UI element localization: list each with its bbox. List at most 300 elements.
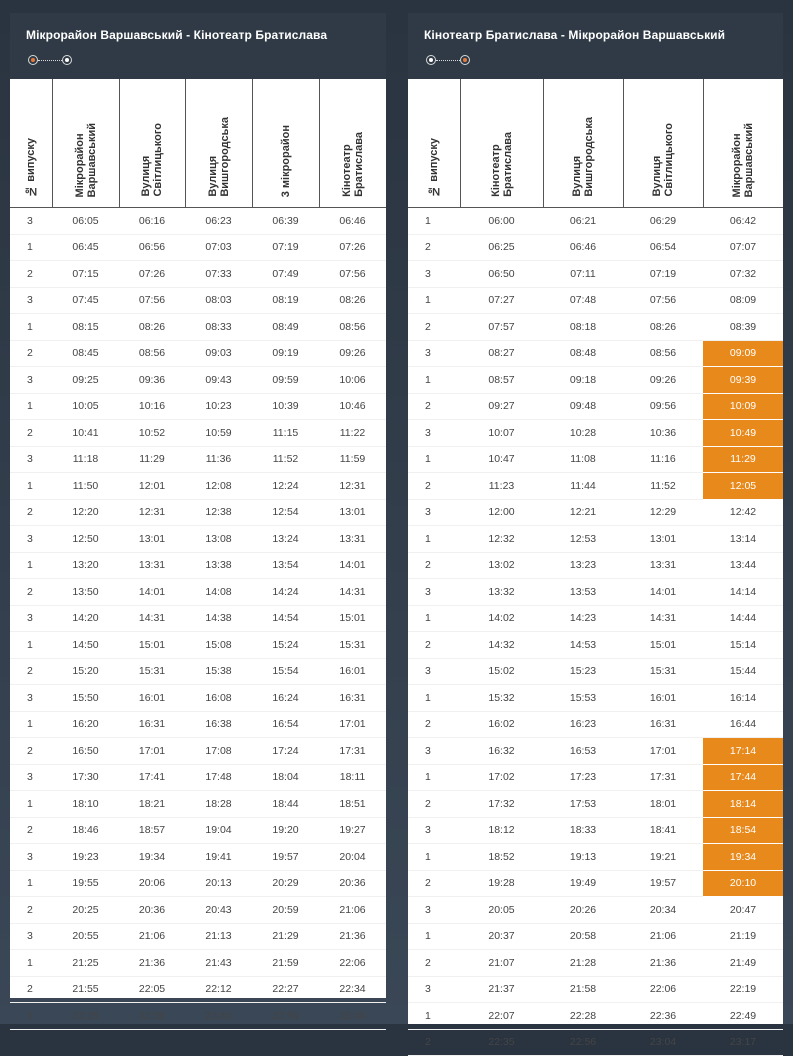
departure-time: 07:32 (703, 261, 783, 288)
departure-time: 17:31 (319, 738, 386, 765)
run-number: 1 (10, 711, 52, 738)
departure-time: 09:48 (543, 393, 623, 420)
departure-time: 11:08 (543, 446, 623, 473)
departure-time: 17:48 (185, 764, 252, 791)
departure-time: 11:15 (252, 420, 319, 447)
departure-time: 07:33 (185, 261, 252, 288)
departure-time: 14:24 (252, 579, 319, 606)
departure-time: 10:41 (52, 420, 119, 447)
departure-time: 06:21 (543, 208, 623, 235)
run-number: 2 (408, 870, 460, 897)
column-header (10, 79, 52, 208)
column-header (185, 79, 252, 208)
departure-time: 16:50 (52, 738, 119, 765)
departure-time: 18:04 (252, 764, 319, 791)
departure-time: 22:27 (252, 976, 319, 1003)
departure-time: 08:09 (703, 287, 783, 314)
departure-time: 16:01 (623, 685, 703, 712)
table-row (10, 473, 386, 500)
departure-time: 08:56 (119, 340, 185, 367)
run-number: 3 (10, 923, 52, 950)
table-row (408, 1029, 783, 1056)
departure-time: 10:52 (119, 420, 185, 447)
departure-time: 22:12 (185, 976, 252, 1003)
run-number: 1 (408, 1003, 460, 1030)
table-row (10, 923, 386, 950)
departure-time: 17:44 (703, 764, 783, 791)
run-number: 1 (10, 234, 52, 261)
departure-time: 17:41 (119, 764, 185, 791)
departure-time: 14:31 (319, 579, 386, 606)
table-row (408, 261, 783, 288)
run-number: 2 (10, 897, 52, 924)
departure-time: 21:58 (543, 976, 623, 1003)
departure-time: 19:28 (460, 870, 543, 897)
direction-dot-icon[interactable] (426, 55, 436, 65)
run-number: 2 (10, 340, 52, 367)
departure-time: 18:11 (319, 764, 386, 791)
route-title: Кінотеатр Братислава - Мікрорайон Варшавський (424, 28, 726, 42)
direction-toggle[interactable] (426, 55, 476, 65)
departure-time: 14:31 (623, 605, 703, 632)
run-number: 1 (408, 923, 460, 950)
departure-time: 07:19 (623, 261, 703, 288)
run-number: 3 (10, 1003, 52, 1030)
table-row (408, 764, 783, 791)
departure-time: 22:28 (543, 1003, 623, 1030)
departure-time: 18:10 (52, 791, 119, 818)
departure-time: 21:55 (52, 976, 119, 1003)
table-row (408, 605, 783, 632)
departure-time: 16:01 (119, 685, 185, 712)
departure-time: 15:44 (703, 658, 783, 685)
column-header-label: Мікрорайон Варшавський (73, 122, 98, 197)
panel-header (10, 13, 386, 79)
departure-time: 15:23 (543, 658, 623, 685)
departure-time: 14:44 (703, 605, 783, 632)
departure-time: 16:38 (185, 711, 252, 738)
departure-time: 13:31 (623, 552, 703, 579)
table-row (10, 976, 386, 1003)
departure-time: 20:05 (460, 897, 543, 924)
table-row (10, 791, 386, 818)
table-row (408, 420, 783, 447)
table-row (10, 870, 386, 897)
departure-time: 18:41 (623, 817, 703, 844)
departure-time: 23:06 (319, 1003, 386, 1030)
departure-time: 12:08 (185, 473, 252, 500)
departure-time: 07:26 (119, 261, 185, 288)
departure-time: 13:54 (252, 552, 319, 579)
departure-time: 20:36 (319, 870, 386, 897)
departure-time: 14:32 (460, 632, 543, 659)
departure-time: 13:14 (703, 526, 783, 553)
departure-time: 15:31 (119, 658, 185, 685)
table-row (10, 764, 386, 791)
run-number: 3 (408, 817, 460, 844)
departure-time: 14:14 (703, 579, 783, 606)
column-header-label: Мікрорайон Варшавський (731, 122, 756, 197)
departure-time: 21:36 (119, 950, 185, 977)
column-header-label: 3 мікрорайон (279, 124, 292, 197)
departure-time: 12:42 (703, 499, 783, 526)
departure-time: 17:01 (623, 738, 703, 765)
table-row (408, 923, 783, 950)
run-number: 3 (408, 976, 460, 1003)
departure-time: 20:25 (52, 897, 119, 924)
departure-time: 13:38 (185, 552, 252, 579)
departure-time: 07:56 (623, 287, 703, 314)
table-row (408, 367, 783, 394)
departure-time: 19:13 (543, 844, 623, 871)
table-row (408, 658, 783, 685)
direction-dot-icon[interactable] (62, 55, 72, 65)
table-row (408, 844, 783, 871)
departure-time: 19:41 (185, 844, 252, 871)
run-number: 1 (408, 208, 460, 235)
run-number: 1 (408, 367, 460, 394)
run-number: 1 (10, 950, 52, 977)
departure-time: 07:19 (252, 234, 319, 261)
departure-time: 19:55 (52, 870, 119, 897)
run-number: 1 (10, 870, 52, 897)
departure-time: 12:01 (119, 473, 185, 500)
departure-time: 21:07 (460, 950, 543, 977)
departure-time: 12:21 (543, 499, 623, 526)
departure-time: 15:31 (319, 632, 386, 659)
departure-time: 20:36 (119, 897, 185, 924)
table-row (10, 340, 386, 367)
departure-time: 08:27 (460, 340, 543, 367)
departure-time: 17:14 (703, 738, 783, 765)
departure-time: 15:01 (119, 632, 185, 659)
departure-time: 21:25 (52, 950, 119, 977)
departure-time: 08:45 (52, 340, 119, 367)
departure-time: 09:18 (543, 367, 623, 394)
run-number: 3 (10, 208, 52, 235)
run-number: 2 (10, 738, 52, 765)
table-row (10, 897, 386, 924)
departure-time: 14:54 (252, 605, 319, 632)
departure-time: 06:54 (623, 234, 703, 261)
run-number: 3 (408, 499, 460, 526)
departure-time: 12:50 (52, 526, 119, 553)
run-number: 1 (10, 552, 52, 579)
departure-time: 10:46 (319, 393, 386, 420)
departure-time: 18:01 (623, 791, 703, 818)
table-row (10, 632, 386, 659)
departure-time: 11:52 (252, 446, 319, 473)
run-number: 1 (10, 473, 52, 500)
departure-time: 15:53 (543, 685, 623, 712)
departure-time: 16:23 (543, 711, 623, 738)
departure-time: 20:58 (543, 923, 623, 950)
run-number: 3 (408, 261, 460, 288)
departure-time: 11:16 (623, 446, 703, 473)
departure-time: 22:05 (119, 976, 185, 1003)
departure-time: 09:39 (703, 367, 783, 394)
run-number: 3 (408, 738, 460, 765)
departure-time: 11:29 (119, 446, 185, 473)
departure-time: 18:14 (703, 791, 783, 818)
departure-time: 21:13 (185, 923, 252, 950)
column-header (319, 79, 386, 208)
departure-time: 15:08 (185, 632, 252, 659)
run-number: 1 (408, 605, 460, 632)
departure-time: 13:08 (185, 526, 252, 553)
column-header-label: Вулиця Світлицького (651, 123, 675, 197)
run-number: 3 (10, 446, 52, 473)
column-header (252, 79, 319, 208)
departure-time: 19:20 (252, 817, 319, 844)
departure-time: 17:30 (52, 764, 119, 791)
column-header-label: Кінотеатр Братислава (489, 132, 514, 197)
departure-time: 21:36 (623, 950, 703, 977)
departure-time: 20:47 (703, 897, 783, 924)
departure-time: 08:26 (119, 314, 185, 341)
departure-time: 08:39 (703, 314, 783, 341)
departure-time: 22:06 (623, 976, 703, 1003)
run-number: 1 (408, 764, 460, 791)
departure-time: 20:13 (185, 870, 252, 897)
departure-time: 13:02 (460, 552, 543, 579)
table-row (408, 393, 783, 420)
direction-dot-icon[interactable] (28, 55, 38, 65)
table-row (10, 1003, 386, 1030)
run-number: 1 (408, 685, 460, 712)
column-header (703, 79, 783, 208)
run-number: 2 (408, 711, 460, 738)
run-number: 3 (408, 897, 460, 924)
departure-time: 14:31 (119, 605, 185, 632)
run-number: 3 (408, 658, 460, 685)
departure-time: 21:19 (703, 923, 783, 950)
departure-time: 20:06 (119, 870, 185, 897)
departure-time: 08:26 (623, 314, 703, 341)
departure-time: 15:54 (252, 658, 319, 685)
table-row (408, 791, 783, 818)
departure-time: 09:09 (703, 340, 783, 367)
table-row (10, 552, 386, 579)
table-row (10, 950, 386, 977)
table-row (408, 287, 783, 314)
departure-time: 18:46 (52, 817, 119, 844)
departure-time: 19:21 (623, 844, 703, 871)
table-row (10, 605, 386, 632)
run-number: 3 (10, 685, 52, 712)
run-number: 2 (408, 950, 460, 977)
departure-time: 21:29 (252, 923, 319, 950)
departure-time: 15:24 (252, 632, 319, 659)
run-number: 1 (408, 844, 460, 871)
departure-time: 08:48 (543, 340, 623, 367)
departure-time: 14:50 (52, 632, 119, 659)
run-number: 2 (408, 473, 460, 500)
departure-time: 12:05 (703, 473, 783, 500)
departure-time: 18:12 (460, 817, 543, 844)
departure-time: 16:31 (623, 711, 703, 738)
departure-time: 20:10 (703, 870, 783, 897)
table-row (10, 658, 386, 685)
departure-time: 07:27 (460, 287, 543, 314)
departure-time: 18:57 (119, 817, 185, 844)
departure-time: 16:44 (703, 711, 783, 738)
departure-time: 22:36 (623, 1003, 703, 1030)
departure-time: 19:27 (319, 817, 386, 844)
table-row (408, 579, 783, 606)
departure-time: 09:43 (185, 367, 252, 394)
departure-time: 06:50 (460, 261, 543, 288)
departure-time: 07:56 (119, 287, 185, 314)
departure-time: 22:07 (460, 1003, 543, 1030)
departure-time: 10:47 (460, 446, 543, 473)
departure-time: 22:59 (252, 1003, 319, 1030)
departure-time: 13:23 (543, 552, 623, 579)
departure-time: 15:32 (460, 685, 543, 712)
departure-time: 09:59 (252, 367, 319, 394)
departure-time: 12:29 (623, 499, 703, 526)
departure-time: 15:31 (623, 658, 703, 685)
departure-time: 12:32 (460, 526, 543, 553)
departure-time: 13:24 (252, 526, 319, 553)
table-row (10, 738, 386, 765)
table-row (408, 340, 783, 367)
run-number: 1 (10, 314, 52, 341)
direction-toggle[interactable] (28, 55, 78, 65)
departure-time: 14:38 (185, 605, 252, 632)
departure-time: 08:26 (319, 287, 386, 314)
departure-time: 16:31 (119, 711, 185, 738)
departure-time: 07:07 (703, 234, 783, 261)
table-row (408, 208, 783, 235)
departure-time: 06:29 (623, 208, 703, 235)
departure-time: 14:53 (543, 632, 623, 659)
table-row (10, 685, 386, 712)
column-header (119, 79, 185, 208)
departure-time: 11:44 (543, 473, 623, 500)
departure-time: 14:01 (623, 579, 703, 606)
direction-dot-icon[interactable] (460, 55, 470, 65)
departure-time: 06:46 (543, 234, 623, 261)
departure-time: 08:57 (460, 367, 543, 394)
departure-time: 10:23 (185, 393, 252, 420)
run-number: 1 (408, 526, 460, 553)
run-number: 2 (408, 791, 460, 818)
departure-time: 12:54 (252, 499, 319, 526)
departure-time: 20:59 (252, 897, 319, 924)
departure-time: 22:43 (185, 1003, 252, 1030)
departure-time: 20:04 (319, 844, 386, 871)
departure-time: 22:06 (319, 950, 386, 977)
table-row (408, 976, 783, 1003)
departure-time: 13:31 (119, 552, 185, 579)
table-row (408, 446, 783, 473)
table-row (10, 314, 386, 341)
departure-time: 16:54 (252, 711, 319, 738)
departure-time: 18:28 (185, 791, 252, 818)
departure-time: 10:09 (703, 393, 783, 420)
departure-time: 12:00 (460, 499, 543, 526)
departure-time: 13:53 (543, 579, 623, 606)
departure-time: 20:55 (52, 923, 119, 950)
table-row (10, 579, 386, 606)
departure-time: 17:24 (252, 738, 319, 765)
run-number: 2 (10, 817, 52, 844)
departure-time: 17:32 (460, 791, 543, 818)
departure-time: 14:01 (319, 552, 386, 579)
departure-time: 09:26 (319, 340, 386, 367)
departure-time: 11:22 (319, 420, 386, 447)
departure-time: 22:25 (52, 1003, 119, 1030)
departure-time: 14:01 (119, 579, 185, 606)
departure-time: 06:00 (460, 208, 543, 235)
table-row (408, 314, 783, 341)
departure-time: 06:39 (252, 208, 319, 235)
departure-time: 22:35 (460, 1029, 543, 1056)
table-row (408, 897, 783, 924)
departure-time: 20:34 (623, 897, 703, 924)
departure-time: 07:26 (319, 234, 386, 261)
run-number: 2 (408, 393, 460, 420)
table-row (10, 499, 386, 526)
departure-time: 06:42 (703, 208, 783, 235)
run-number: 3 (408, 420, 460, 447)
departure-time: 11:50 (52, 473, 119, 500)
departure-time: 17:01 (119, 738, 185, 765)
departure-time: 16:31 (319, 685, 386, 712)
departure-time: 15:38 (185, 658, 252, 685)
table-row (10, 261, 386, 288)
departure-time: 06:16 (119, 208, 185, 235)
departure-time: 23:04 (623, 1029, 703, 1056)
departure-time: 14:20 (52, 605, 119, 632)
departure-time: 21:59 (252, 950, 319, 977)
departure-time: 16:02 (460, 711, 543, 738)
departure-time: 21:06 (623, 923, 703, 950)
table-row (10, 287, 386, 314)
run-number: 3 (10, 844, 52, 871)
departure-time: 08:18 (543, 314, 623, 341)
departure-time: 15:14 (703, 632, 783, 659)
run-number: 1 (10, 632, 52, 659)
column-header (543, 79, 623, 208)
departure-time: 07:45 (52, 287, 119, 314)
departure-time: 22:34 (319, 976, 386, 1003)
departure-time: 09:36 (119, 367, 185, 394)
departure-time: 16:53 (543, 738, 623, 765)
run-number: 1 (408, 287, 460, 314)
column-header-label: Вулиця Світлицького (140, 123, 164, 197)
column-header-label: Кінотеатр Братислава (340, 132, 365, 197)
column-header (52, 79, 119, 208)
run-number: 3 (408, 340, 460, 367)
departure-time: 09:56 (623, 393, 703, 420)
departure-time: 14:02 (460, 605, 543, 632)
run-number: 3 (10, 764, 52, 791)
run-number: 2 (408, 632, 460, 659)
departure-time: 15:01 (319, 605, 386, 632)
departure-time: 12:38 (185, 499, 252, 526)
departure-time: 18:21 (119, 791, 185, 818)
departure-time: 22:56 (543, 1029, 623, 1056)
run-number: 2 (408, 234, 460, 261)
table-row (10, 446, 386, 473)
departure-time: 08:03 (185, 287, 252, 314)
departure-time: 08:49 (252, 314, 319, 341)
departure-time: 14:08 (185, 579, 252, 606)
departure-time: 22:19 (703, 976, 783, 1003)
departure-time: 09:19 (252, 340, 319, 367)
